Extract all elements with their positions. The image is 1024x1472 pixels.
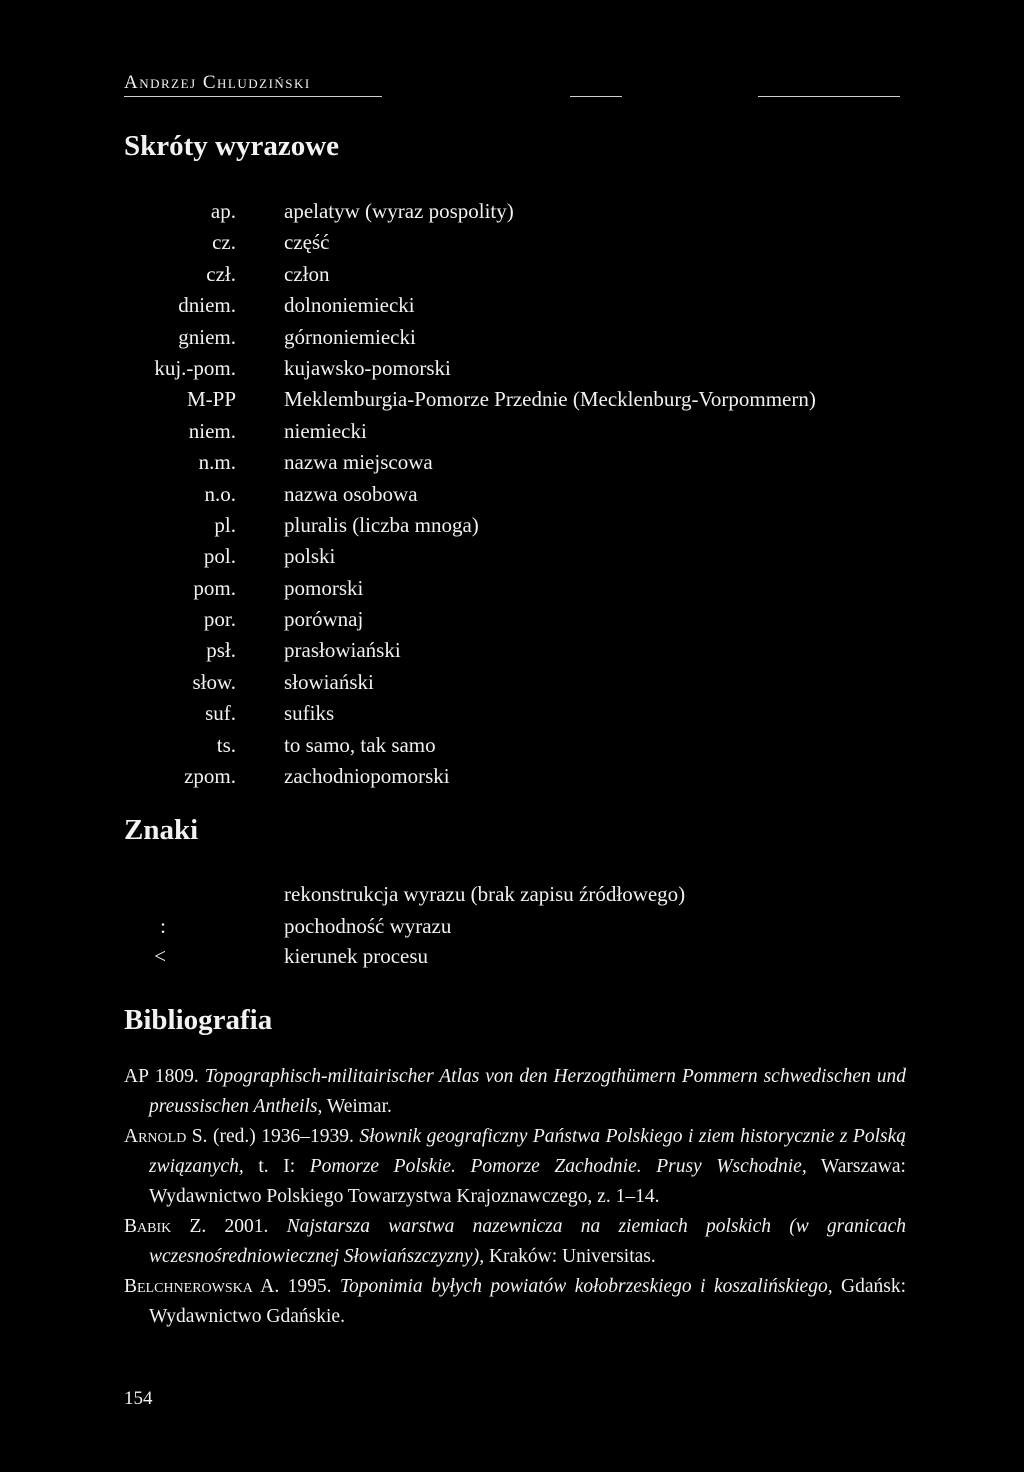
abbreviation-meaning: nazwa miejscowa [284, 450, 433, 475]
bibliography-year: (red.) 1936–1939. [207, 1126, 360, 1147]
abbreviation-key: niem. [188, 418, 236, 443]
sign-symbol: : [160, 914, 166, 938]
abbreviation-meaning: pomorski [284, 575, 364, 600]
sign-symbol: < [154, 944, 166, 968]
abbreviation-key: ts. [216, 732, 236, 757]
header-author: Andrzej Chludziński [124, 72, 311, 93]
abbreviation-meaning: sufiks [284, 701, 335, 726]
bibliography-subtitle: Pomorze Polskie. Pomorze Zachodnie. Prusy Wschodnie, [309, 1156, 807, 1177]
bibliography-publisher: Weimar. [322, 1096, 392, 1117]
abbreviation-meaning: porównaj [284, 607, 364, 632]
abbreviation-meaning: apelatyw (wyraz pospolity) [284, 199, 514, 223]
sign-meaning: rekonstrukcja wyrazu (brak zapisu źródłowego) [284, 882, 686, 906]
bibliography-publisher: Kraków: Universitas. [484, 1246, 656, 1267]
abbreviation-key: czł. [206, 261, 236, 286]
abbreviation-meaning: pluralis (liczba mnoga) [284, 512, 479, 537]
abbreviation-meaning: kujawsko-pomorski [284, 355, 451, 380]
abbreviation-meaning: część [284, 230, 330, 255]
section-title-bibliography: Bibliografia [124, 1004, 273, 1036]
abbreviation-key: pol. [203, 544, 236, 569]
bibliography-title: Toponimia byłych powiatów kołobrzeskiego i koszalińskiego, [339, 1276, 833, 1297]
bibliography-list [124, 1062, 906, 1332]
abbreviation-key: n.m. [198, 450, 236, 475]
abbreviation-meaning: zachodniopomorski [284, 764, 450, 789]
sign-meaning: kierunek procesu [284, 944, 429, 968]
bibliography-entry [124, 1272, 906, 1332]
section-title-signs: Znaki [124, 814, 199, 846]
bibliography-volume: t. I: [243, 1156, 310, 1177]
abbreviation-meaning: niemiecki [284, 418, 367, 443]
abbreviation-meaning: dolnoniemiecki [284, 293, 415, 318]
bibliography-year: 1809. [148, 1066, 205, 1087]
bibliography-author: Arnold S. [124, 1126, 208, 1147]
abbreviation-key: dniem. [178, 293, 236, 318]
bibliography-title: Najstarsza warstwa nazewnicza na ziemiach polskich (w granicach wczesnośredniowiecznej Słowiańszczyzny), [149, 1216, 906, 1267]
abbreviation-key: kuj.-pom. [154, 355, 236, 380]
abbreviation-key: cz. [212, 230, 236, 255]
abbreviation-key: pom. [193, 575, 236, 600]
page-number: 154 [124, 1388, 153, 1409]
abbreviation-key: zpom. [184, 764, 236, 789]
bibliography-title: Słownik geograficzny Państwa Polskiego i ziem historycznie z Polską związanych, [149, 1126, 907, 1177]
abbreviation-meaning: to samo, tak samo [284, 732, 436, 757]
bibliography-year: 1995. [279, 1276, 340, 1297]
abbreviation-meaning: górnoniemiecki [284, 324, 416, 349]
abbreviation-meaning: słowiański [284, 669, 374, 694]
bibliography-publisher: Gdańsk: Wydawnictwo Gdańskie. [149, 1276, 907, 1327]
abbreviation-meaning: Meklemburgia-Pomorze Przednie (Mecklenburg-Vorpommern) [284, 387, 816, 412]
abbreviation-meaning: nazwa osobowa [284, 481, 418, 506]
section-title-abbreviations: Skróty wyrazowe [124, 130, 340, 162]
bibliography-author: Belchnerowska A. [124, 1276, 280, 1297]
bibliography-entry [124, 1122, 906, 1212]
header-rule [570, 96, 622, 97]
bibliography-entry [124, 1062, 906, 1122]
abbreviation-key: suf. [205, 701, 236, 726]
bibliography-author: AP [124, 1066, 149, 1087]
abbreviation-meaning: polski [284, 544, 336, 569]
abbreviation-meaning: człon [284, 261, 330, 286]
abbreviation-key: ap. [210, 199, 236, 223]
abbreviation-key: por. [203, 607, 236, 632]
abbreviation-meaning: prasłowiański [284, 638, 401, 663]
header-rule [124, 96, 382, 97]
bibliography-author: Babik Z. [124, 1216, 207, 1237]
bibliography-title: Topographisch-militairischer Atlas von den Herzogthümern Pommern schwedischen und preussischen Antheils, [149, 1066, 906, 1117]
bibliography-year: 2001. [206, 1216, 287, 1237]
abbreviation-key: psł. [206, 638, 236, 663]
bibliography-publisher: Warszawa: Wydawnictwo Polskiego Towarzystwa Krajoznawczego, z. 1–14. [149, 1156, 906, 1207]
header-rule [758, 96, 900, 97]
abbreviation-key: n.o. [204, 481, 236, 506]
abbreviation-key: pl. [214, 512, 236, 537]
abbreviation-key: słow. [192, 669, 236, 694]
abbreviation-key: M-PP [186, 387, 236, 412]
sign-meaning: pochodność wyrazu [284, 914, 452, 938]
bibliography-entry [124, 1212, 906, 1272]
abbreviation-key: gniem. [178, 324, 236, 349]
